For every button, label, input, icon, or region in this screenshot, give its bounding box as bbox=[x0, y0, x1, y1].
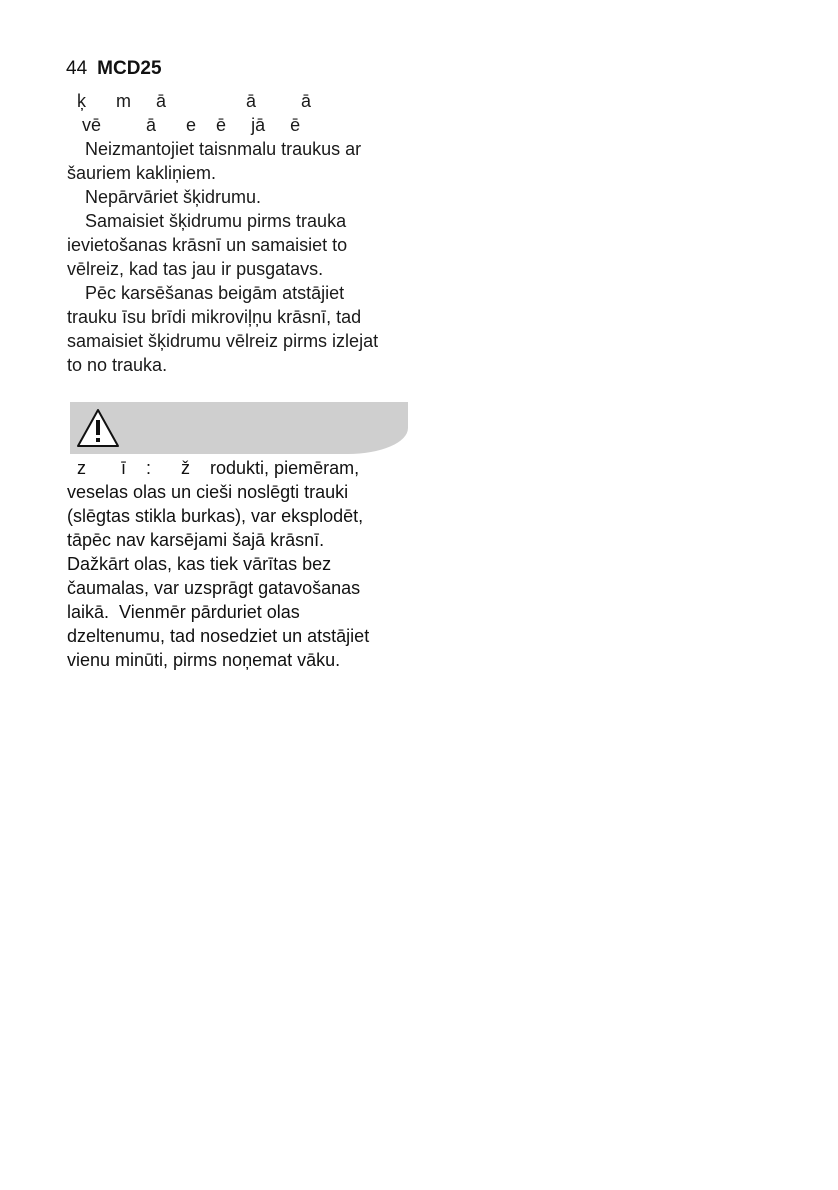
text-line: vēlreiz, kad tas jau ir pusgatavs. bbox=[67, 259, 324, 279]
text-line: z ī : ž rodukti, piemēram, bbox=[67, 458, 360, 478]
text-line: tāpēc nav karsējami šajā krāsnī. bbox=[67, 530, 325, 550]
text-line: veselas olas un cieši noslēgti trauki bbox=[67, 482, 349, 502]
text-line: Samaisiet šķidrumu pirms trauka bbox=[85, 211, 347, 231]
warning-triangle-icon bbox=[75, 406, 121, 450]
text-line: dzeltenumu, tad nosedziet un atstājiet bbox=[67, 626, 370, 646]
text-line: Dažkārt olas, kas tiek vārītas bez bbox=[67, 554, 332, 574]
text-line: samaisiet šķidrumu vēlreiz pirms izlejat bbox=[67, 331, 379, 351]
text-line: trauku īsu brīdi mikroviļņu krāsnī, tad bbox=[67, 307, 362, 327]
text-line: Pēc karsēšanas beigām atstājiet bbox=[85, 283, 345, 303]
text-line: to no trauka. bbox=[67, 355, 168, 375]
page-number: 44 bbox=[66, 58, 88, 79]
text-line: laikā. Vienmēr pārduriet olas bbox=[67, 602, 300, 622]
text-line: šauriem kakliņiem. bbox=[67, 163, 217, 183]
page-header bbox=[66, 57, 162, 81]
liquids-section bbox=[67, 89, 412, 377]
text-line: Nepārvāriet šķidrumu. bbox=[85, 187, 262, 207]
text-line: ievietošanas krāsnī un samaisiet to bbox=[67, 235, 348, 255]
text-line: (slēgtas stikla burkas), var eksplodēt, bbox=[67, 506, 364, 526]
text-line: vienu minūti, pirms noņemat vāku. bbox=[67, 650, 341, 670]
text-line: Neizmantojiet taisnmalu traukus ar bbox=[85, 139, 362, 159]
explosion-warning-text bbox=[67, 456, 412, 672]
section-heading-line-1: ķ m ā ā ā bbox=[67, 91, 312, 111]
text-line: čaumalas, var uzsprāgt gatavošanas bbox=[67, 578, 361, 598]
model-name: MCD25 bbox=[97, 58, 162, 79]
section-heading-line-2: vē ā e ē jā ē bbox=[67, 115, 301, 135]
warning-banner bbox=[70, 402, 408, 454]
